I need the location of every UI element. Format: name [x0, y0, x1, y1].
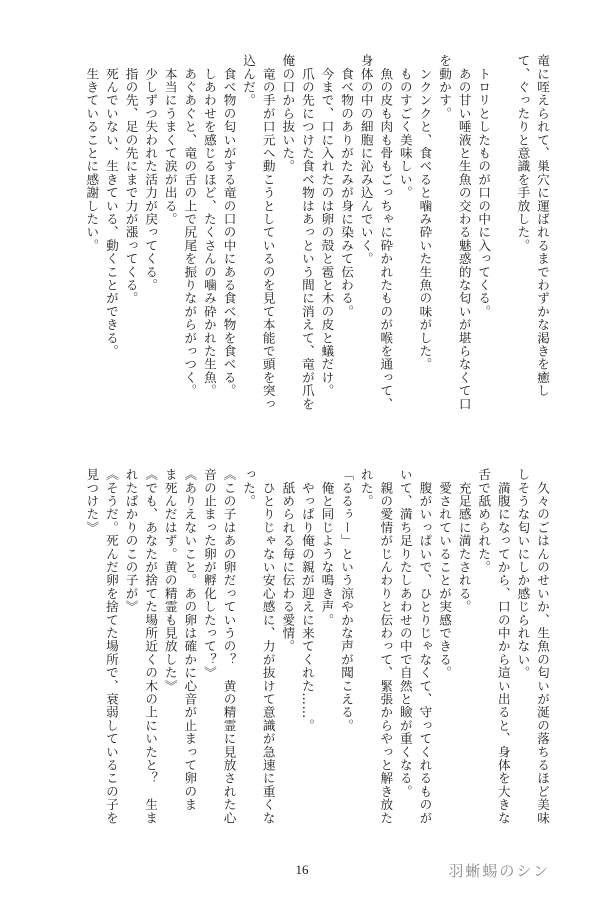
text-line: 竜の手が口元へ動こうとしているのを見て本能で頭を突っ: [260, 54, 276, 411]
text-line: ものすごく美味しい。: [397, 54, 413, 200]
text-line: 《この子はあの卵だっていうの？ 黄の精霊に見放された心: [221, 468, 237, 825]
text-line: 舐められる毎に伝わる愛情。: [280, 468, 296, 653]
text-line: あぐあぐと、竜の舌の上で尻尾を振りながらがっつく。: [182, 54, 198, 398]
text-line: 《そうだ。死んだ卵を捨てた場所で、衰弱しているこの子を: [103, 468, 119, 825]
text-line: 音の止まった卵が孵化したって？》: [201, 468, 217, 680]
text-line: った。: [241, 468, 257, 508]
text-line: 俺の口から抜いた。: [280, 54, 296, 173]
text-line: て、ぐったりと意識を手放した。: [515, 54, 531, 252]
text-line: れたばかりのこの子が》: [123, 468, 139, 614]
text-line: 《ありえないこと。あの卵は確かに心音が止まって卵のま: [182, 468, 198, 812]
text-line: 食べ物の匂いがする竜の口の中にある食べ物を食べる。: [221, 54, 237, 398]
text-line: 爪の先につけた食べ物はあっという間に消えて、竜が爪を: [299, 54, 315, 411]
text-line: 充足感に満たされる。: [456, 468, 472, 614]
text-line: れた。: [358, 468, 374, 508]
text-line: 込んだ。: [241, 54, 257, 107]
text-line: ま死んだはず。黄の精霊も見放した》: [162, 468, 178, 693]
text-line: しそうな匂いにしか感じられない。: [515, 468, 531, 680]
text-line: トロリとしたものが口の中に入ってくる。: [476, 54, 492, 318]
text-line: 《でも、あなたが捨てた場所近くの木の上にいたと？ 生ま: [143, 468, 159, 825]
text-line: 見つけた》: [84, 468, 100, 534]
lower-text-block: [58, 468, 552, 843]
text-line: 舌で舐められた。: [476, 468, 492, 574]
text-line: 生きていることに感謝したい。: [84, 54, 100, 252]
text-line: やっぱり俺の親が迎えに来てくれた……。: [299, 468, 315, 732]
text-line: 竜に咥えられて、巣穴に運ばれるまでわずかな渇きを癒し: [535, 54, 550, 398]
text-line: を動かす。: [437, 54, 453, 120]
text-line: 身体の中の細胞に沁み込んでいく。: [358, 54, 374, 266]
text-line: 本当にうまくて涙が出る。: [162, 54, 178, 226]
running-title: 羽蜥蜴のシン: [448, 862, 550, 880]
text-line: 少しずつ失われた活力が戻ってくる。: [143, 54, 159, 292]
text-line: いて、満ち足りたしあわせの中で自然と瞼が重くなる。: [397, 468, 413, 798]
text-line: しあわせを感じるほど、たくさんの噛み砕かれた生魚。: [201, 54, 217, 398]
text-line: 魚の皮も肉も骨もごっちゃに砕かれたものが喉を通って、: [378, 54, 394, 411]
text-line: 食べ物のありがたみが身に染みて伝わる。: [339, 54, 355, 318]
text-line: あの甘い唾液と生魚の交わる魅惑的な匂いが堪らなくて口: [456, 54, 472, 411]
text-line: ひとりじゃない安心感に、力が抜けて意識が急速に重くな: [260, 468, 276, 825]
text-line: 今まで、口に入れたのは卵の殻と雹と木の皮と蟻だけ。: [319, 54, 335, 398]
text-line: 指の先、足の先にまで力が漲ってくる。: [123, 54, 139, 305]
text-line: [493, 54, 513, 429]
text-line: 満腹になってから、口の中から這い出ると、身体を大きな: [495, 468, 511, 825]
text-line: 俺と同じような鳴き声。: [319, 468, 335, 627]
text-line: ンクンクと、食べると噛み砕いた生魚の味がした。: [417, 54, 433, 371]
text-line: 久々のごはんのせいか、生魚の匂いが涎の落ちるほど美味: [535, 468, 550, 825]
text-line: 愛されていることが実感できる。: [437, 468, 453, 680]
page-number: 16: [295, 862, 309, 877]
text-line: 親の愛情がじんわりと伝わって、緊張からやっと解き放た: [378, 468, 394, 825]
text-line: 腹がいっぱいで、ひとりじゃなくて、守ってくれるものが: [417, 468, 433, 825]
upper-text-block: [58, 54, 552, 429]
text-line: 「るるぅー」という涼やかな声が聞こえる。: [339, 468, 355, 732]
text-line: 死んでいない、生きている、動くことができる。: [103, 54, 119, 358]
